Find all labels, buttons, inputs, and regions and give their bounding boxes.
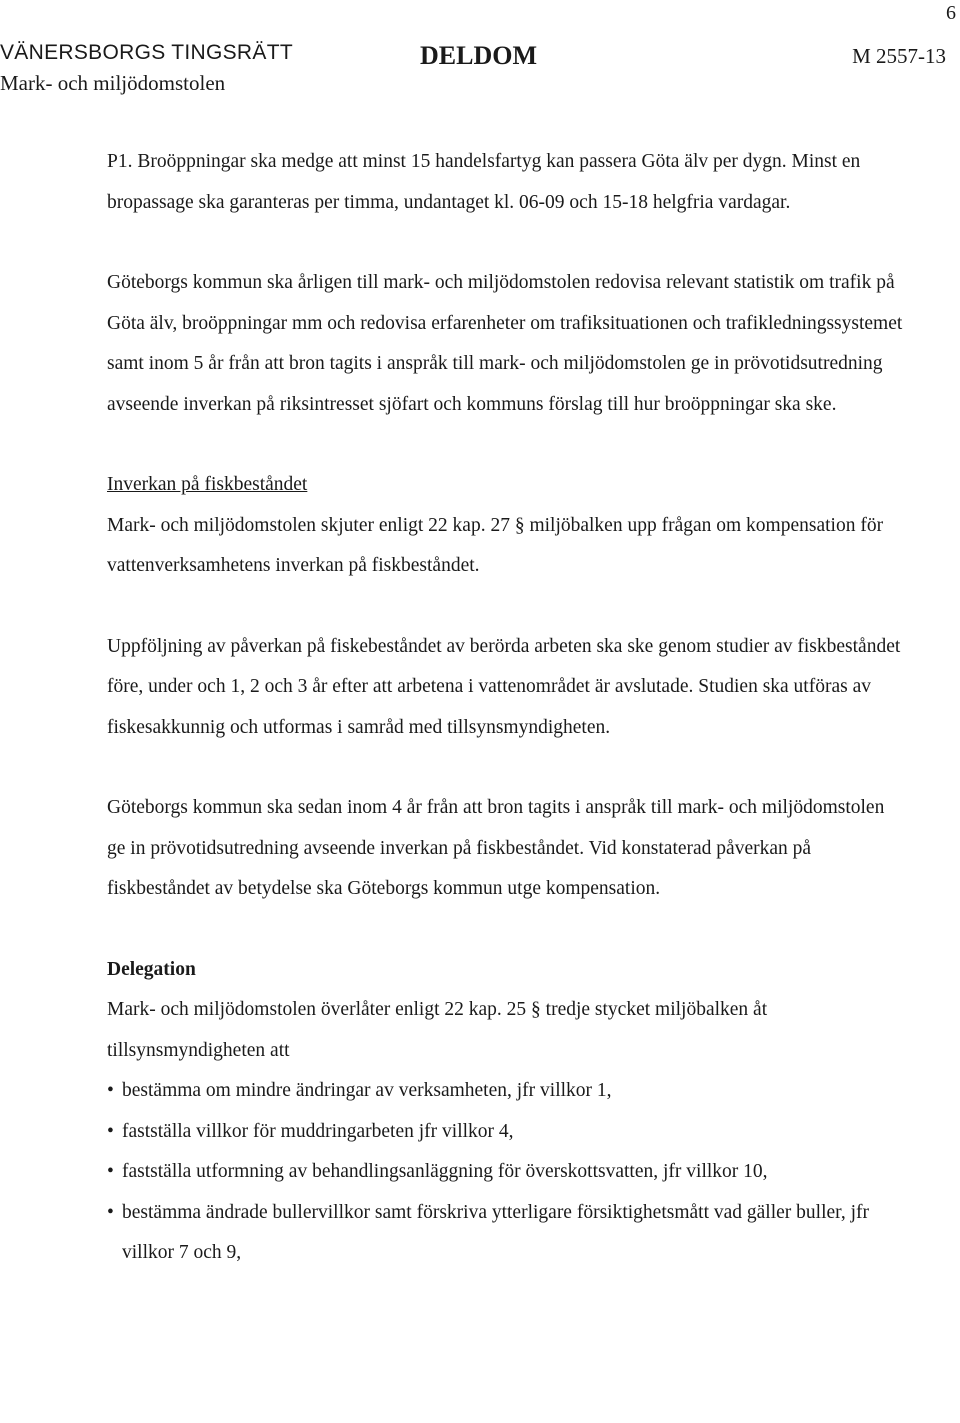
paragraph-probation-study: Göteborgs kommun ska sedan inom 4 år från att bron tagits i anspråk till mark- och miljödomstolen ge in prövotidsutredning avseende inverkan på fiskbeståndet. Vid konstaterad påverkan på fiskbeståndet av betydelse ska Göteborgs kommun utge kompensation. <box>107 797 885 899</box>
document-header <box>0 38 960 98</box>
list-item: • fastställa villkor för muddringarbeten jfr villkor 4, <box>107 1112 907 1153</box>
paragraph-statistics: Göteborgs kommun ska årligen till mark- och miljödomstolen redovisa relevant statistik om trafik på Göta älv, broöppningar mm och redovisa erfarenheter om trafiksituationen och trafikledningssystemet samt inom 5 år från att bron tagits i anspråk till mark- och miljödomstolen ge in prövotidsutredning avseende inverkan på riksintresset sjöfart och kommuns förslag till hur broöppningar ska ske. <box>107 272 903 415</box>
document-type: DELDOM <box>420 41 537 70</box>
paragraph-delegation: Mark- och miljödomstolen överlåter enligt 22 kap. 25 § tredje stycket miljöbalken åt tillsynsmyndigheten att <box>107 999 768 1061</box>
court-block <box>0 38 293 98</box>
section-heading-fish: Inverkan på fiskbeståndet <box>107 474 308 495</box>
document-body <box>107 142 907 1274</box>
case-number: M 2557-13 <box>852 44 946 68</box>
court-name: VÄNERSBORGS TINGSRÄTT <box>0 41 293 64</box>
list-item: • fastställa utformning av behandlingsanläggning för överskottsvatten, jfr villkor 10, <box>107 1152 907 1193</box>
court-department: Mark- och miljödomstolen <box>0 71 226 95</box>
paragraph-follow-up: Uppföljning av påverkan på fiskebeståndet av berörda arbeten ska ske genom studier av fiskbeståndet före, under och 1, 2 och 3 år efter att arbetena i vattenområdet är avslutade. Studien ska utföras av fiskesakkunnig och utformas i samråd med tillsynsmyndigheten. <box>107 635 901 738</box>
paragraph-compensation: Mark- och miljödomstolen skjuter enligt 22 kap. 27 § miljöbalken upp frågan om kompensation för vattenverksamhetens inverkan på fiskbeståndet. <box>107 514 884 576</box>
page-number: 6 <box>946 2 956 24</box>
section-heading-delegation: Delegation <box>107 958 196 980</box>
list-item: • bestämma ändrade bullervillkor samt förskriva ytterligare försiktighetsmått vad gäller buller, jfr villkor 7 och 9, <box>107 1193 907 1274</box>
delegation-list <box>107 1071 907 1274</box>
paragraph-p1: P1. Broöppningar ska medge att minst 15 handelsfartyg kan passera Göta älv per dygn. Minst en bropassage ska garanteras per timma, undantaget kl. 06-09 och 15-18 helgfria vardagar. <box>107 151 861 213</box>
list-item: • bestämma om mindre ändringar av verksamheten, jfr villkor 1, <box>107 1071 907 1112</box>
